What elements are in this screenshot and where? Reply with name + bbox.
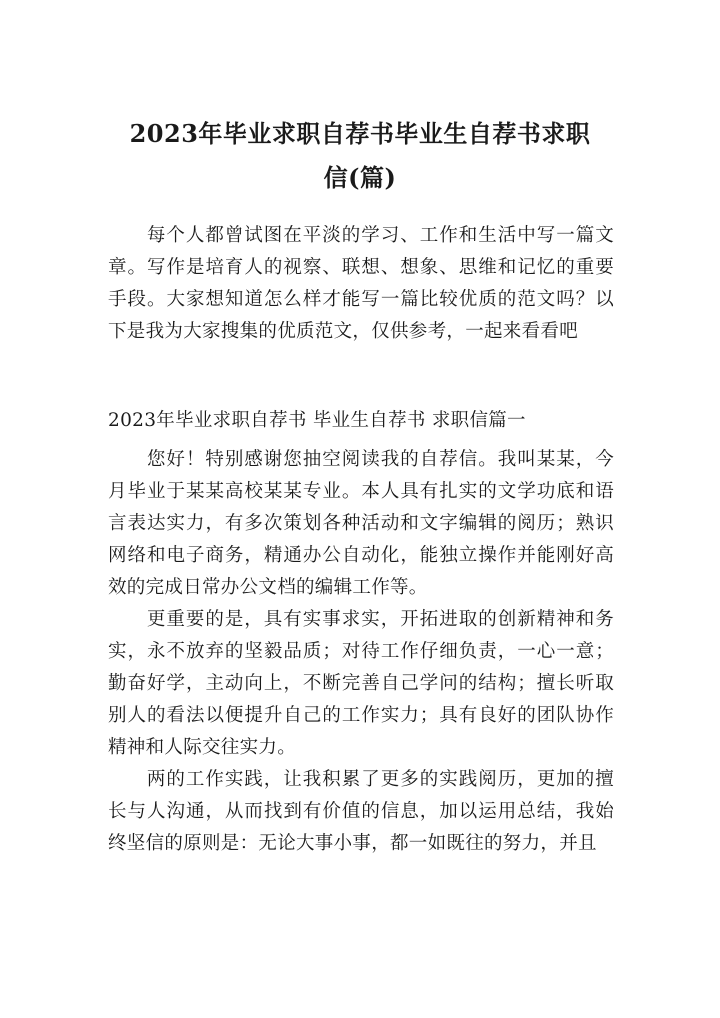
body-paragraph-3: 两的工作实践，让我积累了更多的实践阅历，更加的擅长与人沟通，从而找到有价值的信息，加以运用总结，我始终坚信的原则是：无论大事小事，都一如既往的努力，并且 bbox=[108, 769, 614, 854]
body-paragraph-2: 更重要的是，具有实事求实，开拓进取的创新精神和务实，永不放弃的坚毅品质；对待工作仔细负责，一心一意；勤奋好学，主动向上，不断完善自己学问的结构；擅长听取别人的看法以便提升自己的工作实力；具有良好的团队协作精神和人际交往实力。 bbox=[108, 609, 614, 758]
intro-paragraph: 每个人都曾试图在平淡的学习、工作和生活中写一篇文章。写作是培育人的视察、联想、想象、思维和记忆的重要手段。大家想知道怎么样才能写一篇比较优质的范文吗？以下是我为大家搜集的优质范文，仅供参考，一起来看看吧 bbox=[108, 225, 614, 342]
section-heading: 2023年毕业求职自荐书 毕业生自荐书 求职信篇一 bbox=[108, 410, 526, 431]
body-paragraph-1: 您好！特别感谢您抽空阅读我的自荐信。我叫某某，今月毕业于某某高校某某专业。本人具有扎实的文学功底和语言表达实力，有多次策划各种活动和文字编辑的阅历；熟识网络和电子商务，精通办公自动化，能独立操作并能刚好高效的完成日常办公文档的编辑工作等。 bbox=[108, 449, 614, 598]
title-line-1: 2023年毕业求职自荐书毕业生自荐书求职 bbox=[129, 119, 591, 148]
intro-section bbox=[108, 220, 614, 348]
section-body bbox=[108, 444, 614, 860]
document-title bbox=[100, 112, 620, 200]
title-line-2: 信(篇) bbox=[323, 163, 397, 192]
